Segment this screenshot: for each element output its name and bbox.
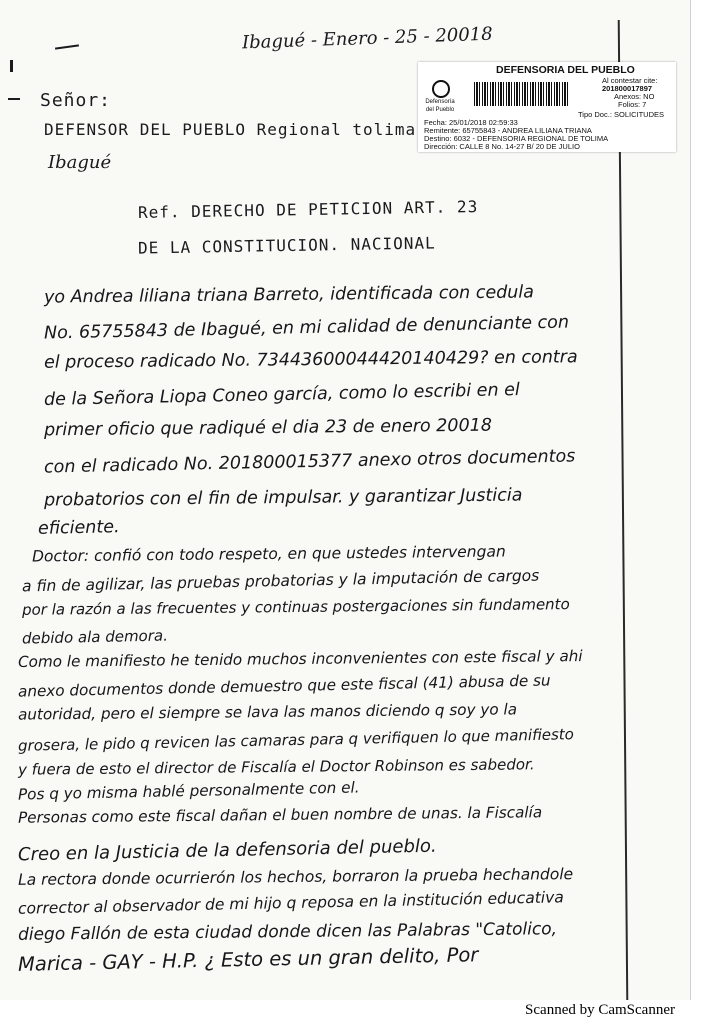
handwritten-line: No. 65755843 de Ibagué, en mi calidad de denunciante con <box>43 312 570 344</box>
handwritten-line: Doctor: confió con todo respeto, en que ustedes intervengan <box>31 542 506 566</box>
handwritten-line: de la Señora Liopa Coneo garcía, como lo escribi en el <box>43 380 520 410</box>
anexos: Anexos: NO <box>614 92 655 101</box>
pen-mark <box>8 98 20 100</box>
destino: Destino: 6032 - DEFENSORIA REGIONAL DE TOLIMA <box>424 134 609 143</box>
handwritten-line: probatorios con el fin de impulsar. y garantizar Justicia <box>43 485 523 511</box>
handwritten-line: Creo en la Justicia de la defensoria del pueblo. <box>17 835 437 866</box>
handwritten-line: yo Andrea liliana triana Barreto, identificada con cedula <box>43 282 535 308</box>
handwritten-line: primer oficio que radiqué el dia 23 de enero 20018 <box>43 415 493 441</box>
direccion: Dirección: CALLE 8 No. 14-27 B/ 20 DE JULIO <box>424 142 580 151</box>
barcode <box>474 82 570 106</box>
handwritten-line: anexo documentos donde demuestro que este fiscal (41) abusa de su <box>17 671 551 701</box>
date-line: Ibagué - Enero - 25 - 20018 <box>241 23 493 54</box>
handwritten-line: corrector al observador de mi hijo q reposa en la institución educativa <box>17 888 564 918</box>
shield-logo-icon <box>432 80 450 98</box>
logo-text: Defensoría del Pueblo <box>425 99 455 113</box>
tipo-doc: Tipo Doc.: SOLICITUDES <box>578 110 664 119</box>
handwritten-line: debido ala demora. <box>21 626 169 648</box>
scanner-watermark: Scanned by CamScanner <box>525 1002 675 1018</box>
stamp-org: DEFENSORIA DEL PUEBLO <box>496 64 635 76</box>
city: Ibagué <box>48 152 112 173</box>
handwritten-line: y fuera de esto el director de Fiscalía el Doctor Robinson es sabedor. <box>17 755 535 779</box>
handwritten-line: autoridad, pero el siempre se lava las manos diciendo q soy yo la <box>17 700 518 724</box>
handwritten-line: con el radicado No. 201800015377 anexo otros documentos <box>43 446 576 478</box>
handwritten-line: La rectora donde ocurrierón los hechos, borraron la prueba hechandole <box>17 865 574 889</box>
addressee: DEFENSOR DEL PUEBLO Regional tolima <box>44 120 417 139</box>
pen-mark <box>55 44 79 49</box>
reference-number: 201800017897 <box>602 84 653 93</box>
handwritten-line: Como le manifiesto he tenido muchos inconvenientes con este fiscal y ahi <box>17 647 583 671</box>
fecha: Fecha: 25/01/2018 02:59:33 <box>424 118 518 127</box>
handwritten-line: a fin de agilizar, las pruebas probatorias y la imputación de cargos <box>21 566 540 596</box>
remitente: Remitente: 65755843 - ANDREA LILIANA TRIANA <box>424 126 592 135</box>
handwritten-line: diego Fallón de esta ciudad donde dicen las Palabras "Catolico, <box>17 919 558 945</box>
handwritten-line: Personas como este fiscal dañan el buen nombre de unas. la Fiscalía <box>17 803 543 827</box>
handwritten-line: eficiente. <box>37 517 120 539</box>
addressee-label: Señor: <box>40 90 112 111</box>
handwritten-line: Marica - GAY - H.P. ¿ Esto es un gran delito, Por <box>17 943 479 976</box>
handwritten-line: por la razón a las frecuentes y continuas postergaciones sin fundamento <box>21 595 570 619</box>
handwritten-line: grosera, le pido q revicen las camaras para q verifiquen lo que manifiesto <box>17 725 575 755</box>
folios: Folios: 7 <box>618 100 647 109</box>
subject-line-1: Ref. DERECHO DE PETICION ART. 23 <box>137 197 479 222</box>
pen-mark <box>10 60 13 72</box>
filing-stamp <box>418 62 676 152</box>
reply-label: Al contestar cite: <box>602 76 658 85</box>
margin-line <box>618 20 629 1000</box>
subject-line-2: DE LA CONSTITUCION. NACIONAL <box>137 233 436 258</box>
handwritten-line: Pos q yo misma hablé personalmente con el. <box>17 778 360 804</box>
handwritten-line: el proceso radicado No. 73443600044420140429? en contra <box>43 347 578 373</box>
